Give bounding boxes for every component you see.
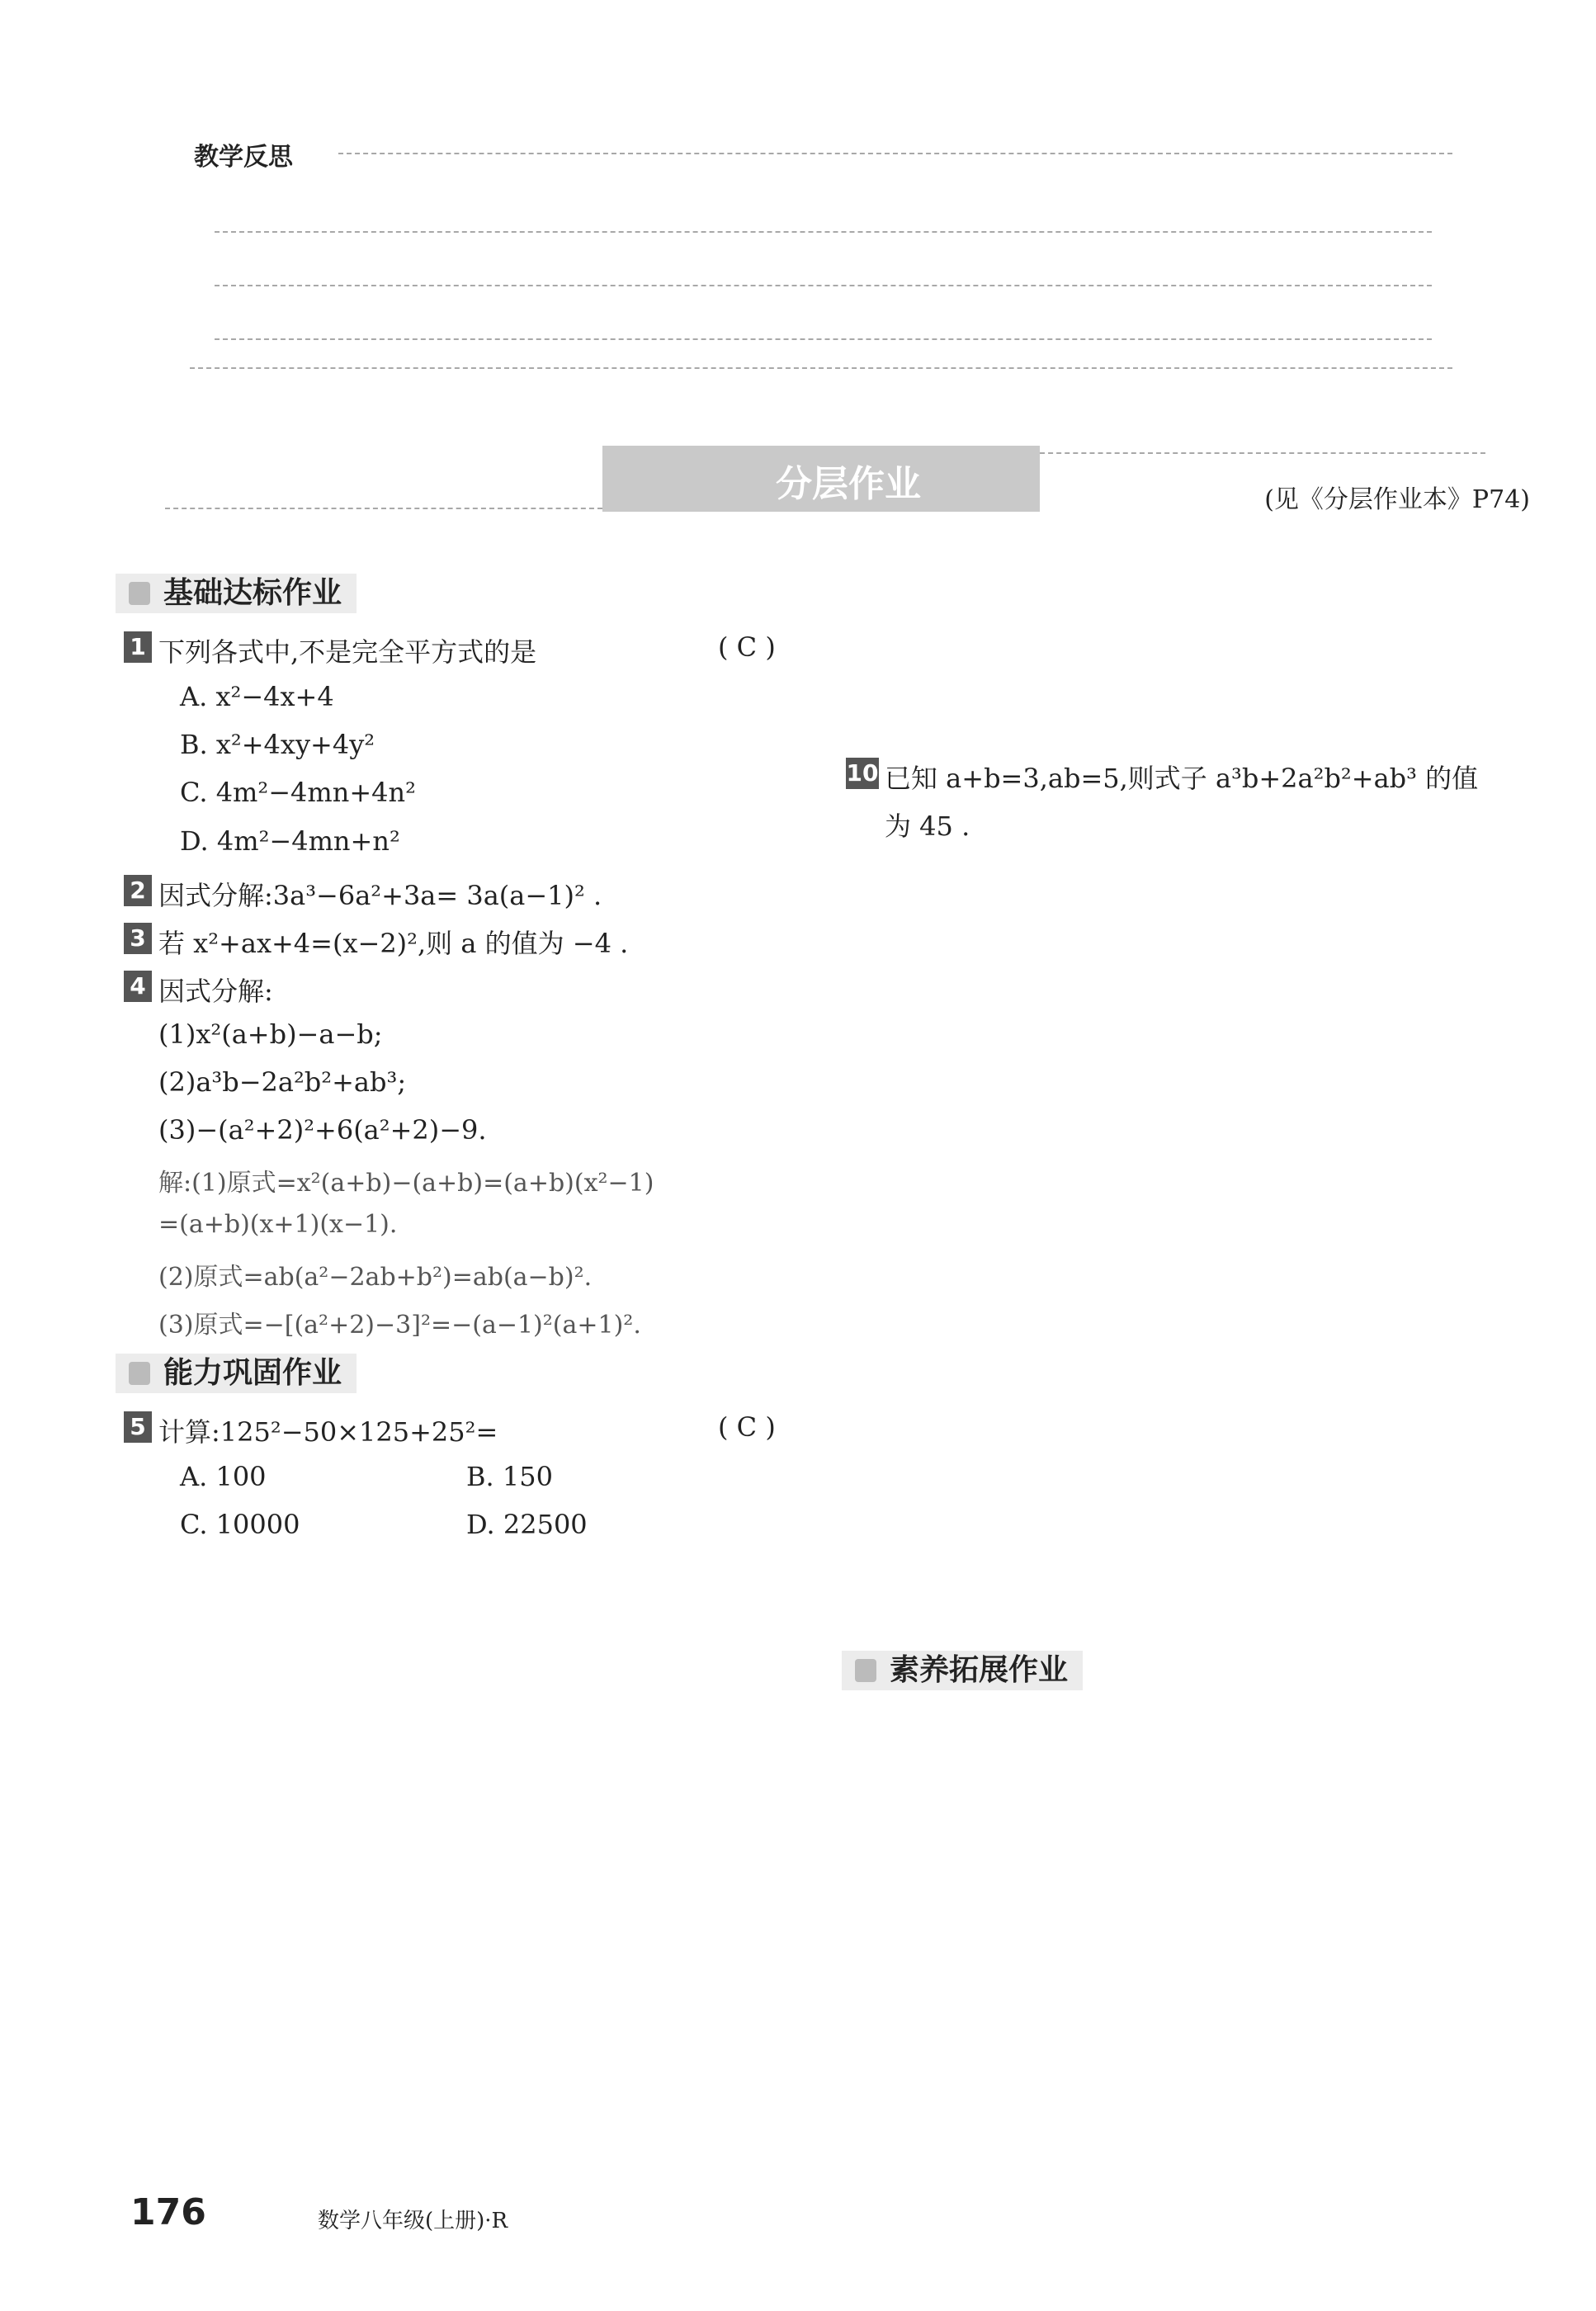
section-basic: 基础达标作业 [116,574,357,613]
question-text: 已知 a+b=3,ab=5,则式子 a³b+2a²b²+ab³ 的值 [885,763,1479,794]
banner-title: 分层作业 [776,463,921,505]
divider [165,508,602,509]
divider [215,231,1432,233]
solution: (2)原式=ab(a²−2ab+b²)=ab(a−b)². [158,1263,593,1292]
question-text: 因式分解:3a³−6a²+3a= 3a(a−1)² . [158,880,602,911]
footer: 数学八年级(上册)·R [318,2209,508,2233]
option: D. 4m²−4mn+n² [180,825,400,857]
solution: =(a+b)(x+1)(x−1). [158,1210,398,1239]
page-number: 176 [130,2191,206,2233]
option: C. 10000 [180,1509,300,1540]
reflection-header: 教学反思 [194,143,293,172]
solution: 解:(1)原式=x²(a+b)−(a+b)=(a+b)(x²−1) [158,1169,654,1198]
question-number: 2 [124,875,152,906]
option: A. 100 [180,1461,267,1492]
question-text: 因式分解: [158,976,273,1007]
reference: (见《分层作业本》P74) [1264,485,1530,514]
divider [215,285,1432,286]
question-number: 5 [124,1411,152,1443]
option: B. 150 [466,1461,553,1492]
answer: ( C ) [718,1411,776,1443]
divider [1040,452,1485,454]
question-number: 1 [124,631,152,663]
solution: (3)原式=−[(a²+2)−3]²=−(a−1)²(a+1)². [158,1311,641,1340]
question-number: 4 [124,971,152,1002]
divider [338,153,1452,154]
section-ability: 能力巩固作业 [116,1354,357,1393]
divider [190,367,1452,369]
question-text: 为 45 . [885,811,970,842]
answer: ( C ) [718,631,776,663]
banner [602,446,1040,512]
option: D. 22500 [466,1509,588,1540]
question-text: 下列各式中,不是完全平方式的是 [158,636,537,668]
sub-question: (3)−(a²+2)²+6(a²+2)−9. [158,1114,487,1146]
section-extend: 素养拓展作业 [842,1651,1083,1690]
sub-question: (2)a³b−2a²b²+ab³; [158,1066,407,1098]
sub-question: (1)x²(a+b)−a−b; [158,1018,383,1050]
option: C. 4m²−4mn+4n² [180,777,416,808]
divider [215,338,1432,340]
question-number: 3 [124,923,152,954]
option: A. x²−4x+4 [180,681,334,712]
question-number: 10 [846,758,879,789]
option: B. x²+4xy+4y² [180,729,375,760]
question-text: 若 x²+ax+4=(x−2)²,则 a 的值为 −4 . [158,928,629,959]
question-text: 计算:125²−50×125+25²= [158,1416,498,1448]
